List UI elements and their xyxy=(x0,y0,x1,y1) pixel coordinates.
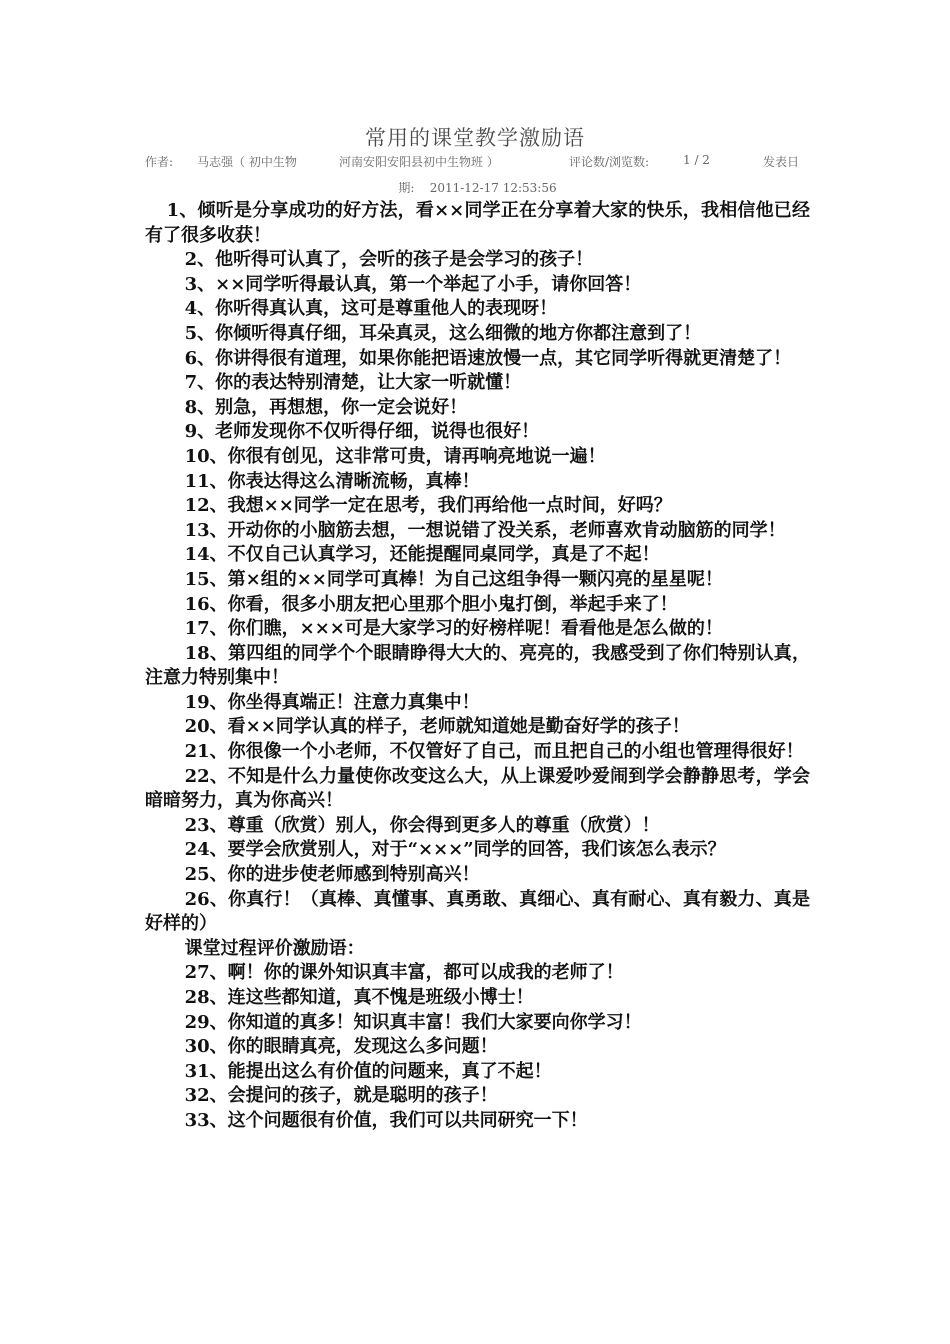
body-paragraph: 32、会提问的孩子，就是聪明的孩子！ xyxy=(184,1085,498,1107)
body-paragraph: 33、这个问题很有价值，我们可以共同研究一下！ xyxy=(184,1109,588,1131)
body-paragraph: 28、连这些都知道，真不愧是班级小博士！ xyxy=(184,987,534,1008)
body-paragraph: 7、你的表达特别清楚，让大家一听就懂！ xyxy=(184,372,522,394)
stats-label: 评论数/浏览数: xyxy=(569,155,650,169)
body-paragraph: 18、第四组的同学个个眼睛睁得大大的、亮亮的，我感受到了你们特别认真，注意力特别集中！ xyxy=(145,642,810,689)
body-paragraph: 20、看××同学认真的样子，老师就知道她是勤奋好学的孩子！ xyxy=(184,716,690,738)
body-paragraph: 29、你知道的真多！知识真丰富！我们大家要向你学习！ xyxy=(184,1011,642,1033)
body-paragraph: 30、你的眼睛真亮，发现这么多问题！ xyxy=(184,1036,498,1058)
body-paragraph: 2、他听得可认真了，会听的孩子是会学习的孩子！ xyxy=(184,249,594,271)
body-paragraph: 课堂过程评价激励语： xyxy=(184,937,365,959)
body-paragraph: 21、你很像一个小老师，不仅管好了自己，而且把自己的小组也管理得很好！ xyxy=(184,741,804,763)
body-paragraph: 15、第×组的××同学可真棒！为自己这组争得一颗闪亮的星星呢！ xyxy=(184,568,723,590)
body-paragraph: 17、你们瞧，×××可是大家学习的好榜样呢！看看他是怎么做的！ xyxy=(184,618,723,640)
body-paragraph: 5、你倾听得真仔细，耳朵真灵，这么细微的地方你都注意到了！ xyxy=(184,322,702,344)
body-paragraph: 11、你表达得这么清晰流畅，真棒！ xyxy=(184,470,480,492)
body-paragraph: 27、啊！你的课外知识真丰富，都可以成我的老师了！ xyxy=(184,962,624,984)
body-paragraph: 19、你坐得真端正！注意力真集中！ xyxy=(184,691,480,713)
body-paragraph: 31、能提出这么有价值的问题来，真了不起！ xyxy=(184,1060,552,1082)
stats-value: 1 / 2 xyxy=(683,153,710,167)
body-paragraph: 10、你很有创见，这非常可贵，请再响亮地说一遍！ xyxy=(184,445,606,467)
body-paragraph: 8、别急，再想想，你一定会说好！ xyxy=(184,396,468,418)
body-paragraph: 22、不知是什么力量使你改变这么大，从上课爱吵爱闹到学会静静思考，学会暗暗努力，真为你高兴！ xyxy=(145,765,810,812)
document-title: 常用的课堂教学激励语 xyxy=(365,126,585,150)
body-paragraph: 4、你听得真认真，这可是尊重他人的表现呀！ xyxy=(184,298,558,320)
date-label: 发表日 xyxy=(763,155,800,169)
body-paragraph: 25、你的进步使老师感到特别高兴！ xyxy=(184,864,480,886)
body-paragraph: 24、要学会欣赏别人，对于“×××”同学的回答，我们该怎么表示？ xyxy=(184,839,726,861)
body-paragraph: 16、你看，很多小朋友把心里那个胆小鬼打倒，举起手来了！ xyxy=(184,593,678,615)
body-paragraph: 14、不仅自己认真学习，还能提醒同桌同学，真是了不起！ xyxy=(184,544,660,566)
body-paragraph: 6、你讲得很有道理，如果你能把语速放慢一点，其它同学听得就更清楚了！ xyxy=(184,347,792,369)
body-paragraph: 9、老师发现你不仅听得仔细，说得也很好！ xyxy=(184,421,540,443)
document-body xyxy=(145,199,810,1134)
class-value: 河南安阳安阳县初中生物班 ） xyxy=(339,155,499,169)
body-paragraph: 1、倾听是分享成功的好方法，看××同学正在分享着大家的快乐，我相信他已经有了很多收获！ xyxy=(145,200,810,246)
body-paragraph: 26、你真行！（真棒、真懂事、真勇敢、真细心、真有耐心、真有毅力、真是好样的） xyxy=(145,888,810,935)
author-value: 马志强（ 初中生物 xyxy=(197,155,297,169)
body-paragraph: 12、我想××同学一定在思考，我们再给他一点时间，好吗？ xyxy=(184,495,672,517)
date-value: 2011-12-17 12:53:56 xyxy=(429,181,557,195)
body-paragraph: 13、开动你的小脑筋去想，一想说错了没关系，老师喜欢肯动脑筋的同学！ xyxy=(184,519,786,541)
body-paragraph: 23、尊重（欣赏）别人，你会得到更多人的尊重（欣赏）！ xyxy=(184,814,660,836)
author-label: 作者: xyxy=(145,155,174,169)
article-date-line xyxy=(145,179,810,196)
date-label-cont: 期: xyxy=(398,181,415,195)
body-paragraph: 3、××同学听得最认真，第一个举起了小手，请你回答！ xyxy=(184,273,642,295)
